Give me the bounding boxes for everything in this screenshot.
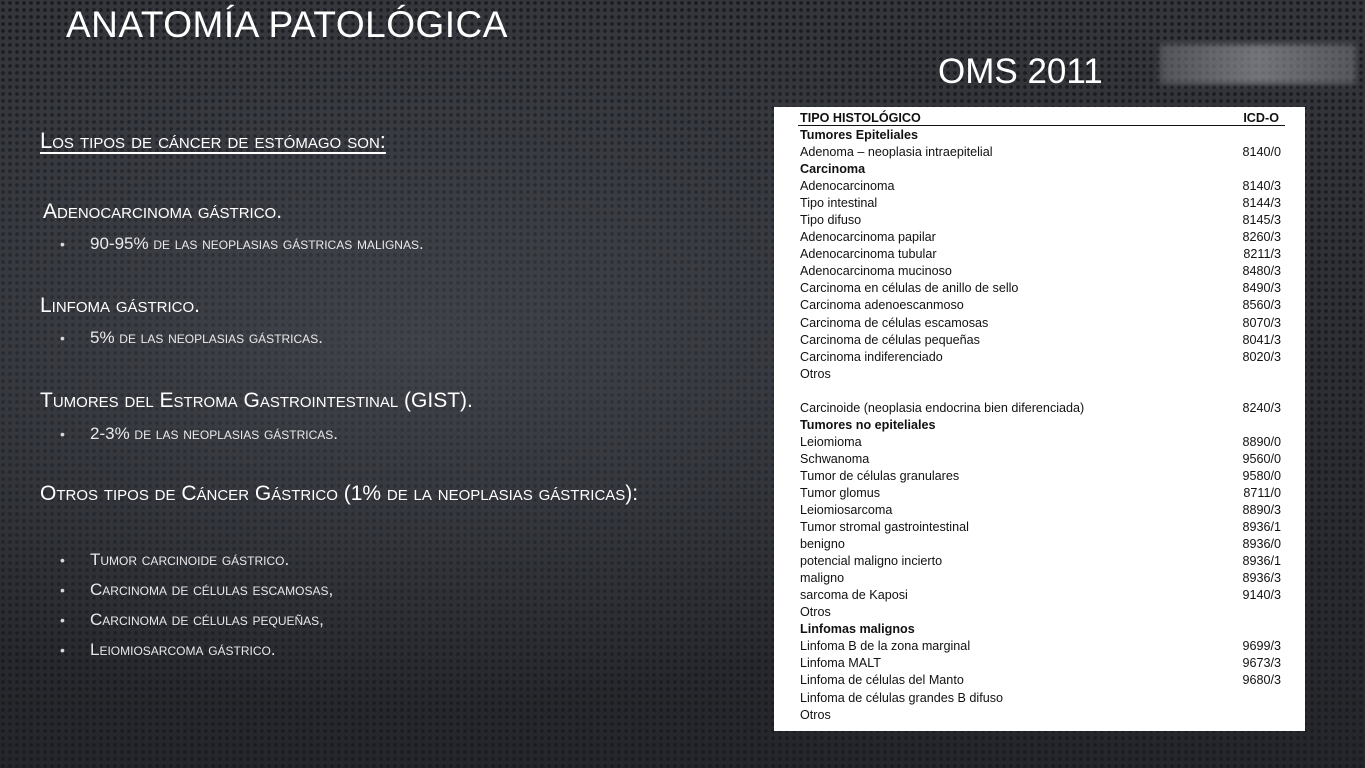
column-header-type: TIPO HISTOLÓGICO bbox=[800, 111, 921, 125]
table-header bbox=[798, 109, 1285, 126]
row-code: 8480/3 bbox=[1242, 264, 1281, 279]
row-code: 8890/0 bbox=[1242, 434, 1281, 449]
row-label: Linfoma de células grandes B difuso bbox=[800, 690, 1004, 705]
table-row bbox=[798, 468, 1285, 485]
row-code: 9560/0 bbox=[1242, 451, 1281, 466]
bullet-text: Tumor carcinoide gástrico. bbox=[90, 550, 290, 569]
row-code: 8070/3 bbox=[1242, 315, 1281, 330]
table-row bbox=[798, 485, 1285, 502]
table-row bbox=[798, 707, 1285, 724]
row-code: 9673/3 bbox=[1242, 656, 1281, 671]
row-label: Tumores Epiteliales bbox=[800, 128, 919, 142]
table-row bbox=[798, 280, 1285, 297]
intro-heading: Los tipos de cáncer de estómago son: bbox=[40, 128, 386, 153]
row-code: 8936/1 bbox=[1242, 554, 1281, 569]
row-label: potencial maligno incierto bbox=[800, 554, 943, 569]
bullet-dot-icon: • bbox=[60, 236, 65, 252]
row-code: 8041/3 bbox=[1242, 332, 1281, 347]
row-code: 8936/3 bbox=[1242, 571, 1281, 586]
table-row bbox=[798, 332, 1285, 349]
table-row bbox=[798, 144, 1285, 161]
row-label: Carcinoma bbox=[800, 162, 866, 177]
row-code: 9140/3 bbox=[1242, 588, 1281, 603]
table-row bbox=[798, 212, 1285, 229]
table-row bbox=[798, 263, 1285, 280]
row-label: Linfoma de células del Manto bbox=[800, 673, 964, 688]
table-section-row bbox=[798, 417, 1285, 434]
row-label: Tumor stromal gastrointestinal bbox=[800, 520, 969, 535]
row-code: 8240/3 bbox=[1242, 400, 1281, 415]
row-label: Adenoma – neoplasia intraepitelial bbox=[800, 145, 993, 160]
row-code: 8936/1 bbox=[1242, 520, 1281, 535]
table-row bbox=[798, 297, 1285, 314]
table-row bbox=[798, 195, 1285, 212]
table-row bbox=[798, 229, 1285, 246]
table-row bbox=[798, 672, 1285, 689]
row-label: Linfoma B de la zona marginal bbox=[800, 639, 971, 654]
row-label: Linfoma MALT bbox=[800, 656, 881, 671]
table-row bbox=[798, 400, 1285, 417]
table-section-row bbox=[798, 621, 1285, 638]
row-label: Tumor glomus bbox=[800, 485, 881, 500]
table-row bbox=[798, 570, 1285, 587]
row-label: Carcinoide (neoplasia endocrina bien diferenciada) bbox=[800, 400, 1085, 415]
table-row bbox=[798, 553, 1285, 570]
bullet-dot-icon: • bbox=[60, 612, 65, 628]
row-label: Carcinoma de células escamosas bbox=[800, 315, 989, 330]
row-code: 9580/0 bbox=[1242, 468, 1281, 483]
row-label: Otros bbox=[800, 605, 831, 620]
table-row bbox=[798, 690, 1285, 707]
bullet-adenocarcinoma bbox=[60, 234, 424, 254]
table-row bbox=[798, 655, 1285, 672]
row-label: Tumores no epiteliales bbox=[800, 417, 936, 432]
table-row bbox=[798, 587, 1285, 604]
row-code: 8020/3 bbox=[1242, 349, 1281, 364]
table-row bbox=[798, 434, 1285, 451]
bullet-text: Carcinoma de células escamosas, bbox=[90, 580, 334, 599]
table-row bbox=[798, 383, 1285, 400]
bullet-dot-icon: • bbox=[60, 330, 65, 346]
row-label: Linfomas malignos bbox=[800, 622, 915, 637]
column-header-code: ICD-O bbox=[1243, 111, 1279, 125]
table-row bbox=[798, 502, 1285, 519]
bullet-text: Leiomiosarcoma gástrico. bbox=[90, 640, 276, 659]
table-row bbox=[798, 178, 1285, 195]
row-label: Tipo difuso bbox=[800, 213, 862, 228]
heading-gist: Tumores del Estroma Gastrointestinal (GIST). bbox=[40, 389, 473, 412]
row-label: Leiomioma bbox=[800, 434, 862, 449]
row-label: benigno bbox=[800, 537, 845, 552]
heading-adenocarcinoma: Adenocarcinoma gástrico. bbox=[43, 200, 283, 223]
heading-linfoma: Linfoma gástrico. bbox=[40, 294, 201, 317]
bullet-text: 90-95% de las neoplasias gástricas malignas. bbox=[90, 234, 424, 253]
row-label: Adenocarcinoma tubular bbox=[800, 247, 937, 262]
row-code: 9699/3 bbox=[1242, 639, 1281, 654]
row-label: Leiomiosarcoma bbox=[800, 502, 893, 517]
row-label: Adenocarcinoma bbox=[800, 179, 895, 194]
row-label: maligno bbox=[800, 571, 845, 586]
row-code: 8211/3 bbox=[1243, 247, 1281, 262]
row-code: 8140/3 bbox=[1242, 179, 1281, 194]
table-row bbox=[798, 366, 1285, 383]
slide-title: ANATOMÍA PATOLÓGICA bbox=[66, 4, 508, 45]
row-code: 8145/3 bbox=[1242, 213, 1281, 228]
bullet-dot-icon: • bbox=[60, 582, 65, 598]
row-code: 8260/3 bbox=[1242, 230, 1281, 245]
table-row bbox=[798, 519, 1285, 536]
row-label: Adenocarcinoma papilar bbox=[800, 230, 936, 245]
bullet-dot-icon: • bbox=[60, 552, 65, 568]
row-label: Tumor de células granulares bbox=[800, 468, 960, 483]
row-code: 8144/3 bbox=[1242, 196, 1281, 211]
row-label: Carcinoma de células pequeñas bbox=[800, 332, 980, 347]
table-row bbox=[798, 315, 1285, 332]
left-content bbox=[40, 0, 760, 768]
table-row bbox=[798, 536, 1285, 553]
row-label: sarcoma de Kaposi bbox=[800, 588, 908, 603]
table-row bbox=[798, 349, 1285, 366]
bullet-gist bbox=[60, 424, 338, 444]
table-row bbox=[798, 246, 1285, 263]
row-code: 8936/0 bbox=[1242, 537, 1281, 552]
row-label: Schwanoma bbox=[800, 451, 870, 466]
list-item-otros bbox=[60, 640, 276, 660]
row-label: Otros bbox=[800, 707, 831, 722]
table-row bbox=[798, 638, 1285, 655]
row-label: Adenocarcinoma mucinoso bbox=[800, 264, 952, 279]
list-item-otros bbox=[60, 550, 289, 570]
row-label: Carcinoma indiferenciado bbox=[800, 349, 943, 364]
bullet-dot-icon: • bbox=[60, 642, 65, 658]
row-label: Carcinoma adenoescanmoso bbox=[800, 298, 964, 313]
row-code: 8890/3 bbox=[1242, 502, 1281, 517]
table-body bbox=[798, 127, 1285, 724]
row-code: 8560/3 bbox=[1242, 298, 1281, 313]
row-label: Tipo intestinal bbox=[800, 196, 878, 211]
bullet-text: Carcinoma de células pequeñas, bbox=[90, 610, 324, 629]
bullet-linfoma bbox=[60, 328, 323, 348]
row-code: 8490/3 bbox=[1242, 281, 1281, 296]
row-label: Carcinoma en células de anillo de sello bbox=[800, 281, 1019, 296]
row-code: 9680/3 bbox=[1242, 673, 1281, 688]
table-section-row bbox=[798, 161, 1285, 178]
bullet-text: 2-3% de las neoplasias gástricas. bbox=[90, 424, 339, 443]
table-section-row bbox=[798, 127, 1285, 144]
row-code: 8711/0 bbox=[1243, 485, 1281, 500]
heading-otros: Otros tipos de Cáncer Gástrico (1% de la neoplasias gástricas): bbox=[40, 482, 639, 505]
row-code: 8140/0 bbox=[1242, 145, 1281, 160]
table-row bbox=[798, 451, 1285, 468]
bullet-text: 5% de las neoplasias gástricas. bbox=[90, 328, 323, 347]
list-item-otros bbox=[60, 580, 333, 600]
list-item-otros bbox=[60, 610, 324, 630]
redacted-logo-patch bbox=[1160, 44, 1356, 84]
table-row bbox=[798, 604, 1285, 621]
who-classification-table bbox=[774, 107, 1305, 731]
bullet-dot-icon: • bbox=[60, 426, 65, 442]
row-label: Otros bbox=[800, 366, 831, 381]
oms-label: OMS 2011 bbox=[938, 52, 1103, 91]
